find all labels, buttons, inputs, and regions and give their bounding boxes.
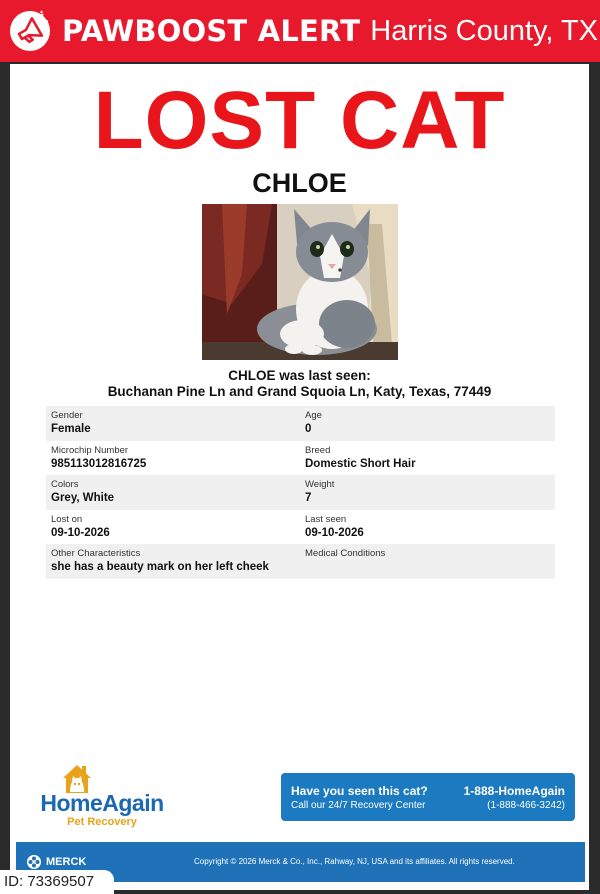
homeagain-logo-sub: Pet Recovery [67, 816, 137, 828]
details-row [46, 510, 555, 545]
phone-number: (1-888-466-3242) [487, 800, 565, 811]
flyer-id-tag: ID: 73369507 [0, 870, 114, 894]
megaphone-icon [8, 9, 52, 53]
merck-logo [26, 854, 86, 870]
details-row [46, 406, 555, 441]
details-row [46, 475, 555, 510]
age-label: Age [305, 410, 322, 421]
pet-photo [202, 204, 398, 360]
gender-label: Gender [51, 410, 83, 421]
homeagain-logo [32, 762, 172, 832]
medical-label: Medical Conditions [305, 548, 386, 559]
phone-vanity: 1-888-HomeAgain [463, 784, 565, 798]
last-seen-date-value: 09-10-2026 [305, 526, 364, 539]
age-cell [300, 410, 554, 441]
characteristics-label: Other Characteristics [51, 548, 141, 559]
colors-cell [46, 479, 300, 510]
details-row [46, 441, 555, 476]
gender-cell [46, 410, 300, 441]
pet-details-table [46, 406, 555, 579]
last-seen-heading: CHLOE was last seen: [228, 368, 371, 383]
weight-cell [300, 479, 554, 510]
weight-label: Weight [305, 479, 335, 490]
weight-value: 7 [305, 492, 312, 504]
microchip-label: Microchip Number [51, 444, 129, 456]
merck-icon [26, 854, 42, 870]
gender-value: Female [51, 423, 91, 435]
breed-label: Breed [305, 444, 331, 456]
breed-cell [300, 445, 554, 476]
details-row [46, 544, 555, 579]
characteristics-cell [46, 548, 300, 579]
pet-name: CHLOE [252, 168, 347, 198]
alert-header [0, 0, 600, 62]
seen-question: Have you seen this cat? [291, 784, 428, 798]
microchip-value: 985113012816725 [51, 457, 147, 470]
recovery-call-box [281, 773, 575, 821]
lost-on-cell [46, 514, 300, 545]
age-value: 0 [305, 423, 312, 435]
lost-on-value: 09-10-2026 [51, 526, 110, 539]
merck-name: MERCK [46, 856, 87, 868]
last-seen-date-label: Last seen [305, 513, 347, 525]
call-center-text: Call our 24/7 Recovery Center [291, 800, 426, 811]
last-seen-date-cell [300, 514, 554, 545]
homeagain-logo-name: HomeAgain [40, 790, 164, 816]
county-label: Harris County, TX [370, 14, 599, 47]
microchip-cell [46, 445, 300, 476]
cat-photo-illustration [202, 204, 398, 360]
lost-pet-flyer [10, 64, 589, 890]
last-seen-address: Buchanan Pine Ln and Grand Squoia Ln, Katy, Texas, 77449 [107, 384, 492, 399]
copyright-text: Copyright © 2026 Merck & Co., Inc., Rahway, NJ, USA and its affiliates. All rights reserved. [194, 857, 515, 866]
colors-value: Grey, White [51, 492, 115, 504]
medical-cell [300, 548, 554, 579]
colors-label: Colors [51, 479, 79, 490]
lost-on-label: Lost on [51, 513, 83, 525]
brand-title: PAWBOOST ALERT [62, 14, 361, 48]
characteristics-value: she has a beauty mark on her left cheek [51, 561, 269, 573]
flyer-title: LOST CAT [93, 75, 506, 166]
breed-value: Domestic Short Hair [305, 457, 416, 470]
